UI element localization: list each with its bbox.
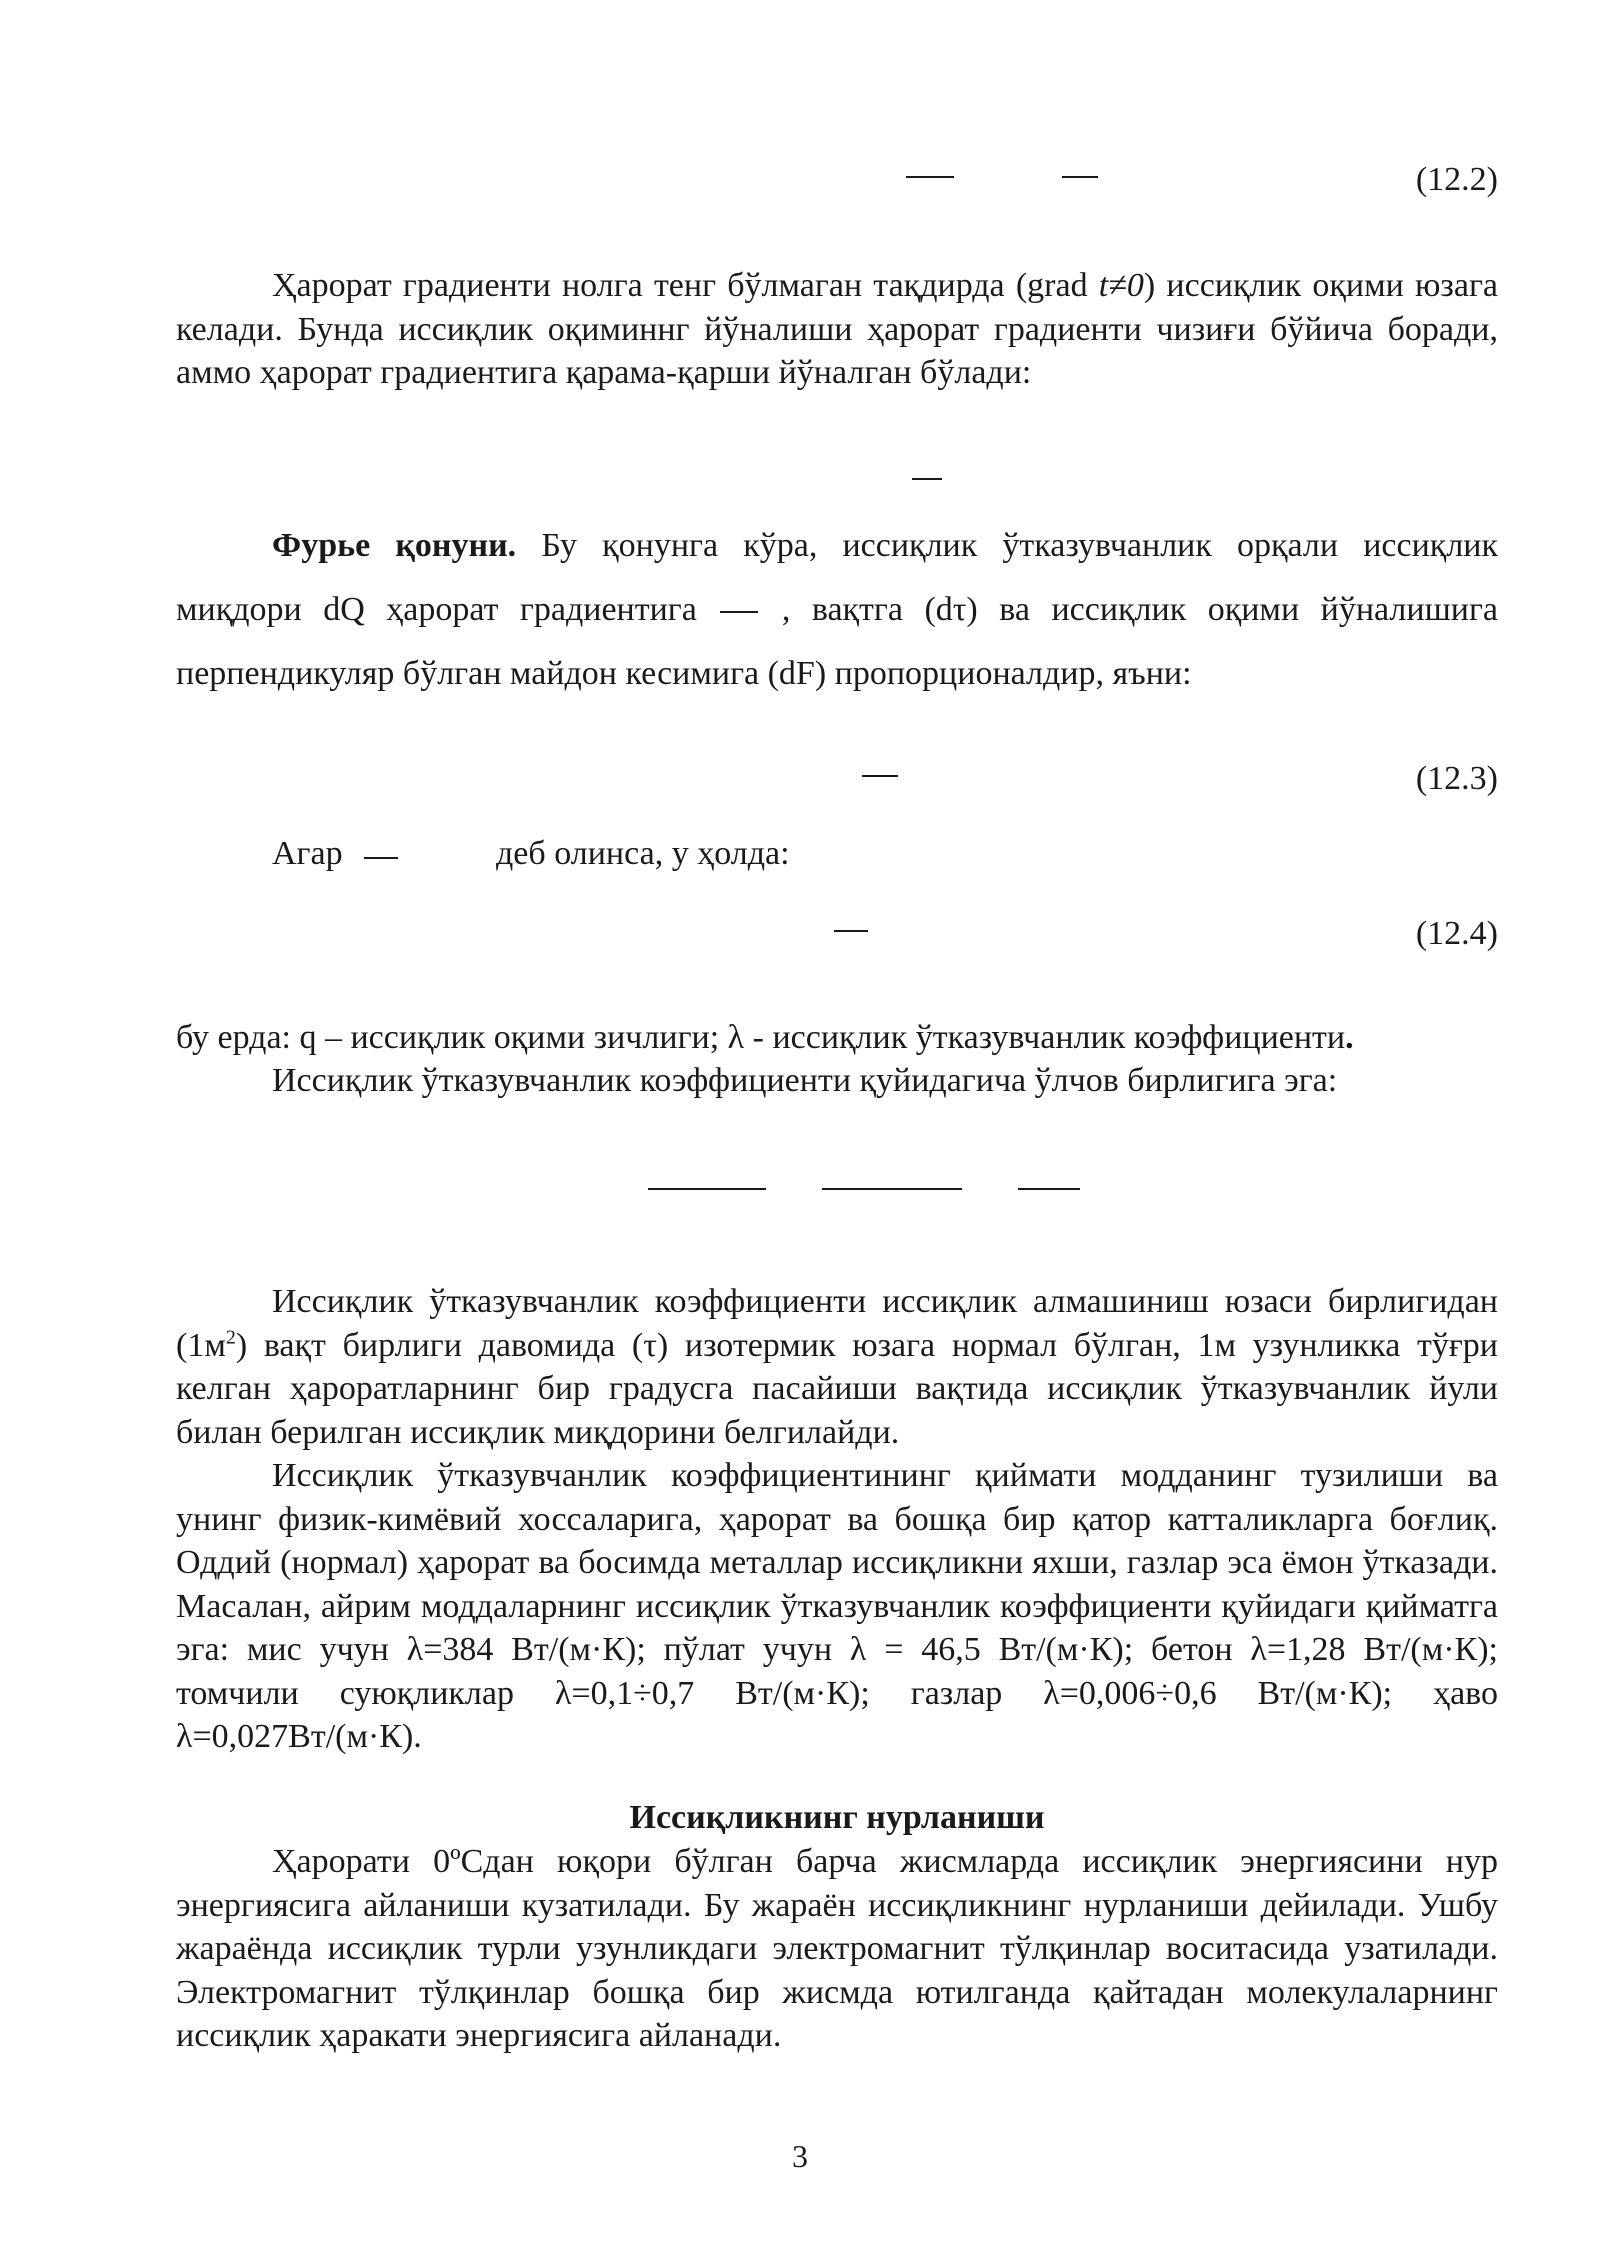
fraction-bar	[822, 1188, 962, 1190]
paragraph-agar	[272, 834, 343, 874]
superscript: 2	[225, 1326, 236, 1349]
paragraph-radiation: Ҳарорати 0ºСдан юқори бўлган барча жисмларда иссиқлик энергиясини нур энергиясига айланиши кузатилади. Бу жараён иссиқликнинг нурланиши дейилади. Ушбу жараёнда иссиқлик турли узунликдаги электромагнит тўлқинлар воситасида узатилади. Электромагнит тўлқинлар бошқа бир жисмда ютилганда қайтадан молекулаларнинг иссиқлик ҳаракати энергиясига айланади.	[176, 1843, 1498, 2054]
fourier-law-title: Фурье қонуни.	[272, 527, 517, 564]
text-run: бу ерда: q – иссиқлик оқими зичлиги; λ - иссиқлик ўтказувчанлик коэффициенти	[176, 1019, 1346, 1056]
text-run: , вақтга (dτ) ва иссиқлик оқими йўналишига перпендикуляр бўлган майдон кесимига (dF) пропорционалдир, яъни:	[176, 591, 1498, 692]
page-number: 3	[792, 2138, 808, 2174]
text-run: Иссиқлик ўтказувчанлик коэффициенти иссиқлик алмашиниш юзаси бирлигидан (1м	[176, 1283, 1498, 1364]
paragraph-units-intro: Иссиқлик ўтказувчанлик коэффициенти қуйидагича ўлчов бирлигига эга:	[272, 1062, 1338, 1099]
equation-12-2	[176, 158, 1498, 208]
paragraph-fourier-law	[176, 514, 1498, 706]
equation-number: (12.3)	[1415, 760, 1498, 797]
fraction-bar	[1018, 1188, 1080, 1190]
fraction-bar	[720, 611, 758, 613]
text-run: Ҳарорат градиенти нолга тенг бўлмаган тақдирда (grad	[272, 267, 1099, 304]
section-heading: Иссиқликнинг нурланиши	[629, 1799, 1045, 1836]
text-run: .	[1345, 1019, 1354, 1056]
text-run: ≠0	[1108, 267, 1144, 304]
fraction-bar	[862, 775, 898, 777]
equation-number: (12.4)	[1415, 915, 1498, 952]
fraction-bar	[648, 1188, 766, 1190]
paragraph-where	[176, 1018, 1498, 1058]
text-run: Агар	[272, 835, 343, 872]
fraction-bar	[912, 478, 942, 480]
paragraph-definition	[176, 1280, 1498, 1454]
text-run: Бу қонунга кўра, иссиқлик ўтказувчанлик орқали иссиқлик миқдори dQ ҳарорат градиентига	[176, 527, 1498, 628]
text-run: t	[1098, 267, 1109, 304]
text-run: ) вақт бирлиги давомида (τ) изотермик юзага нормал бўлган, 1м узунликка тўғри келган ҳароратларнинг бир градусга пасайиши вақтида иссиқлик ўтказувчанлик йули билан берилган иссиқлик миқдорини белгилайди.	[176, 1326, 1498, 1451]
paragraph-gradient	[176, 264, 1498, 395]
paragraph-agar-cont: деб олинса, у ҳолда:	[496, 835, 790, 872]
equation-number: (12.2)	[1415, 161, 1498, 198]
equation-12-4	[176, 912, 1498, 962]
fraction-bar	[1062, 176, 1098, 178]
fraction-bar	[834, 930, 868, 932]
text-run: ) иссиқлик оқими юзага келади. Бунда иссиқлик оқиминнг йўналиши ҳарорат градиенти чизиғи бўйича боради, аммо ҳарорат градиентига қарама-қарши йўналган бўлади:	[176, 267, 1498, 391]
paragraph-values: Иссиқлик ўтказувчанлик коэффициентининг қиймати модданинг тузилиши ва унинг физик-кимёвий хоссаларига, ҳарорат ва бошқа бир қатор катталикларга боғлиқ. Оддий (нормал) ҳарорат ва босимда металлар иссиқликни яхши, газлар эса ёмон ўтказади. Масалан, айрим моддаларнинг иссиқлик ўтказувчанлик коэффициенти қуйидаги қийматга эга: мис учун λ=384 Вт/(м·К); пўлат учун λ = 46,5 Вт/(м·К); бетон λ=1,28 Вт/(м·К); томчили суюқликлар λ=0,1÷0,7 Вт/(м·К); газлар λ=0,006÷0,6 Вт/(м·К); ҳаво λ=0,027Вт/(м·К).	[176, 1457, 1498, 1755]
equation-12-3	[176, 757, 1498, 807]
fraction-bar	[364, 857, 398, 859]
fraction-bar	[906, 176, 954, 178]
